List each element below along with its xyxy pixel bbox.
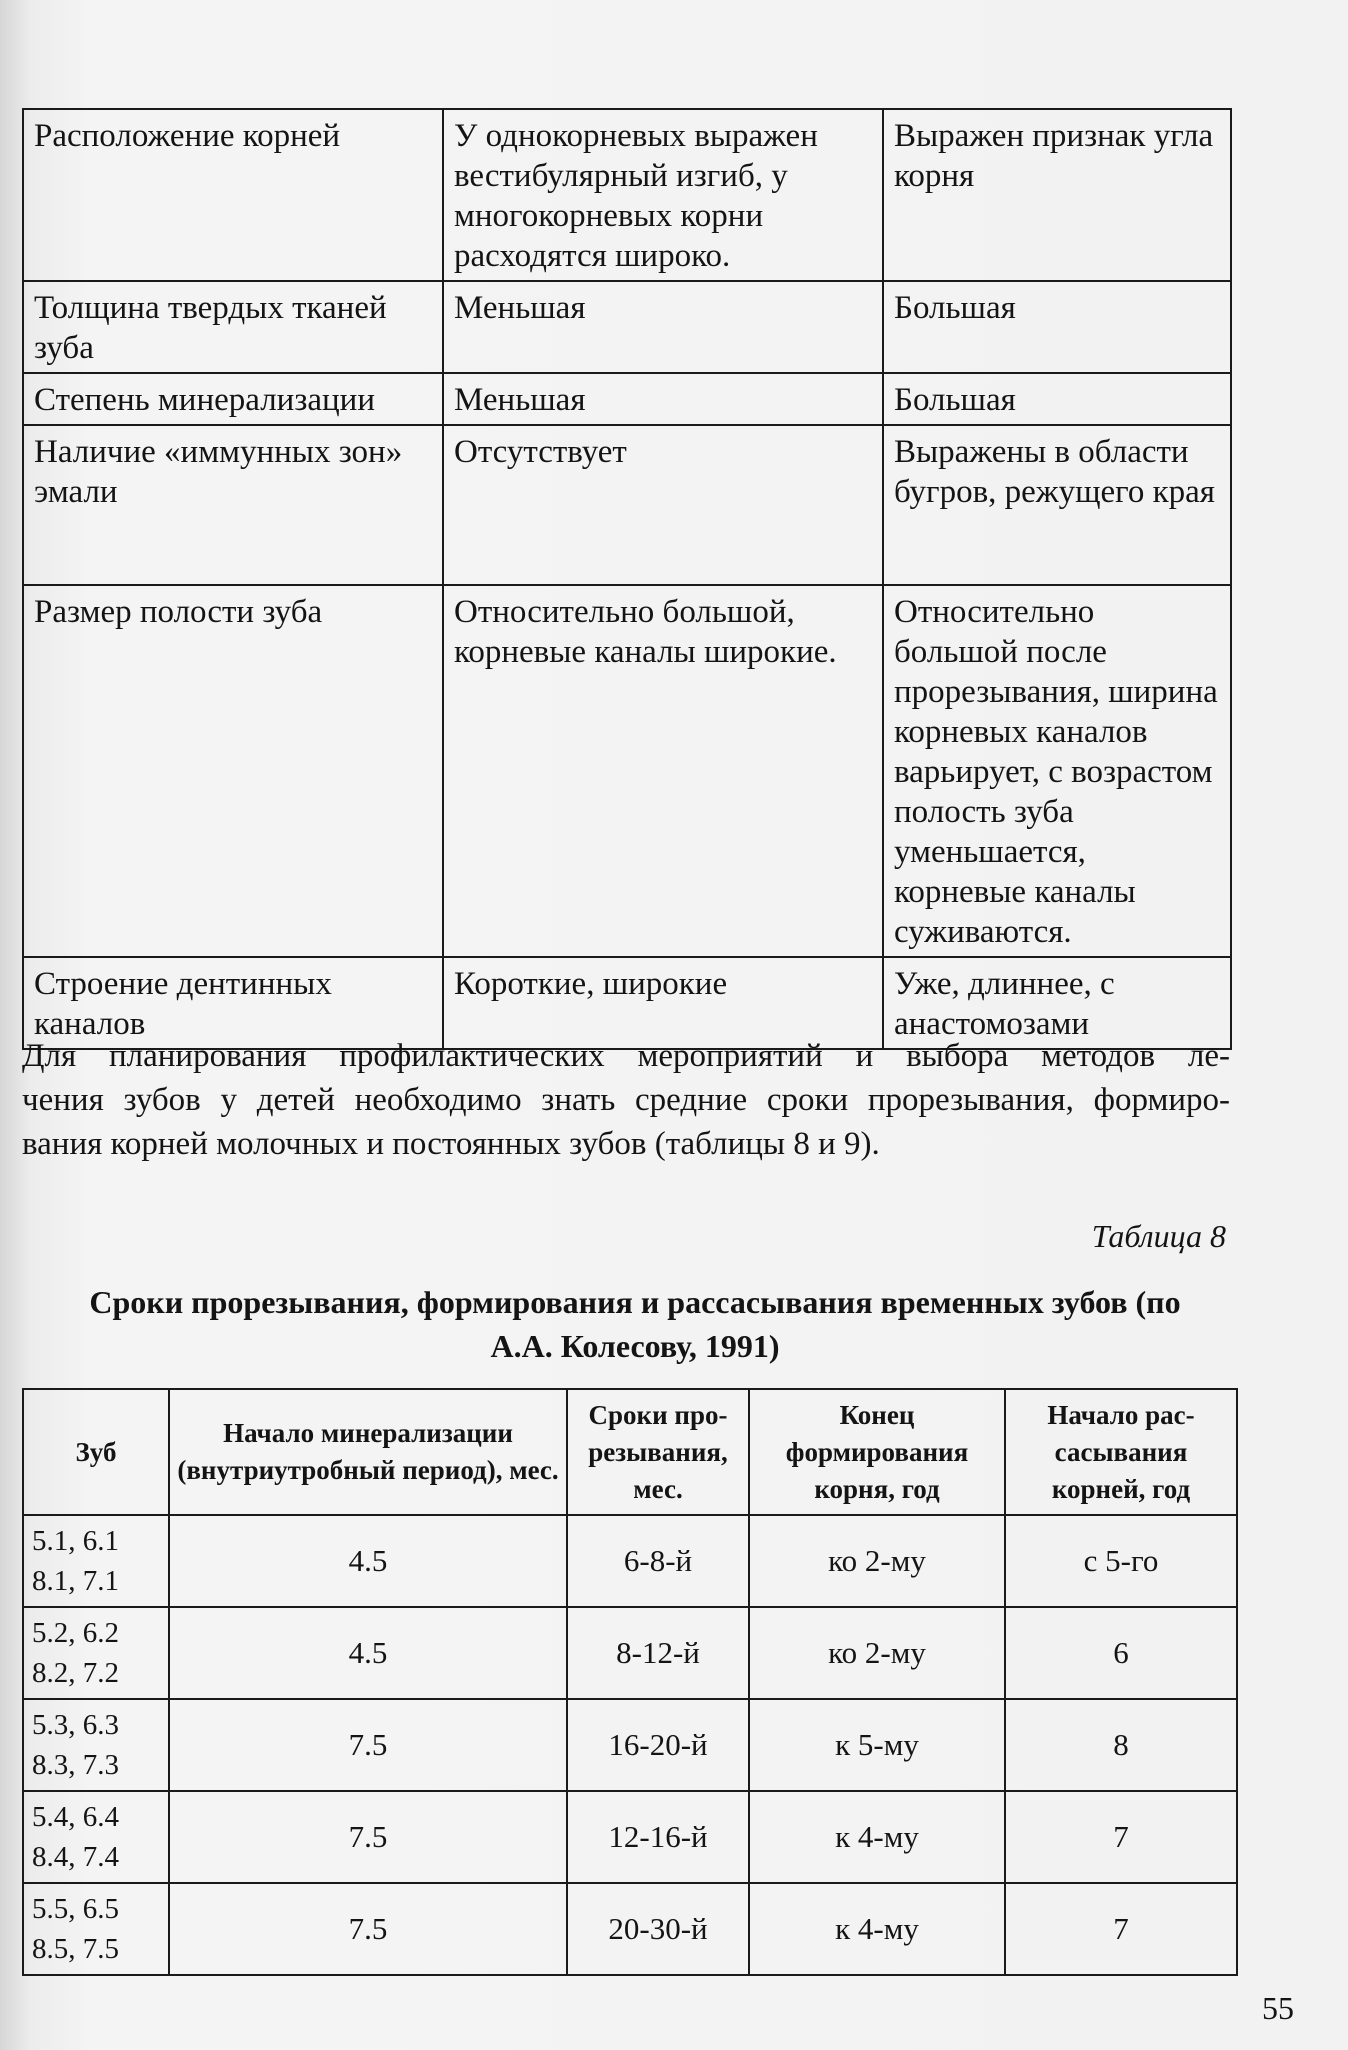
- resorption-cell: 7: [1005, 1883, 1237, 1975]
- eruption-cell: 6-8-й: [567, 1515, 749, 1607]
- body-paragraph: [22, 1034, 1230, 1166]
- mineralization-cell: 7.5: [169, 1791, 567, 1883]
- tooth-number-cell: [23, 1607, 169, 1699]
- tooth-lower: 8.3, 7.3: [32, 1749, 119, 1781]
- primary-teeth-cell: Меньшая: [443, 373, 883, 425]
- feature-cell: Степень минерализации: [23, 373, 443, 425]
- paragraph-line: вания корней молочных и постоянных зубов (таблицы 8 и 9).: [22, 1126, 880, 1162]
- tooth-number-cell: [23, 1791, 169, 1883]
- tooth-upper: 5.3, 6.3: [32, 1709, 119, 1741]
- eruption-cell: 20-30-й: [567, 1883, 749, 1975]
- table-label: Таблица 8: [1091, 1218, 1226, 1254]
- eruption-cell: 16-20-й: [567, 1699, 749, 1791]
- column-header-resorption: Начало рас-сасывания корней, год: [1005, 1389, 1237, 1515]
- primary-teeth-cell: Относительно большой, корневые каналы широкие.: [443, 585, 883, 957]
- column-header-root-formation: Конец формирования корня, год: [749, 1389, 1005, 1515]
- resorption-cell: 7: [1005, 1791, 1237, 1883]
- paragraph-line: чения зубов у детей необходимо знать средние сроки прорезывания, формиро-: [22, 1082, 1230, 1118]
- table-row: [23, 585, 1231, 957]
- tooth-lower: 8.2, 7.2: [32, 1657, 119, 1689]
- feature-cell: Расположение корней: [23, 109, 443, 281]
- table-header-row: [23, 1389, 1237, 1515]
- eruption-timing-table: [22, 1388, 1238, 1976]
- comparison-table-continued: [22, 108, 1232, 1050]
- tooth-number-cell: [23, 1699, 169, 1791]
- feature-cell: Наличие «иммунных зон» эмали: [23, 425, 443, 585]
- mineralization-cell: 4.5: [169, 1607, 567, 1699]
- table-row: [23, 425, 1231, 585]
- table-row: [23, 1883, 1237, 1975]
- mineralization-cell: 7.5: [169, 1699, 567, 1791]
- permanent-teeth-cell: Уже, длиннее, с анастомозами: [883, 957, 1231, 1049]
- tooth-upper: 5.5, 6.5: [32, 1893, 119, 1925]
- page-number: 55: [1262, 1990, 1294, 2026]
- paragraph-line: Для планирования профилактических мероприятий и выбора методов ле-: [22, 1038, 1230, 1074]
- root-formation-cell: ко 2-му: [749, 1515, 1005, 1607]
- root-formation-cell: к 5-му: [749, 1699, 1005, 1791]
- feature-cell: Строение дентинных каналов: [23, 957, 443, 1049]
- table-title: Сроки прорезывания, формирования и рассасывания временных зубов (по А.А. Колесову, 1991): [89, 1284, 1181, 1364]
- primary-teeth-cell: Отсутствует: [443, 425, 883, 585]
- tooth-lower: 8.4, 7.4: [32, 1841, 119, 1873]
- resorption-cell: с 5-го: [1005, 1515, 1237, 1607]
- column-header-eruption: Сроки про-резывания, мес.: [567, 1389, 749, 1515]
- tooth-lower: 8.5, 7.5: [32, 1933, 119, 1965]
- feature-cell: Размер полости зуба: [23, 585, 443, 957]
- table-row: [23, 1515, 1237, 1607]
- column-header-mineralization: Начало минерализации (внутриутробный период), мес.: [169, 1389, 567, 1515]
- eruption-cell: 12-16-й: [567, 1791, 749, 1883]
- tooth-upper: 5.4, 6.4: [32, 1801, 119, 1833]
- tooth-upper: 5.2, 6.2: [32, 1617, 119, 1649]
- mineralization-cell: 4.5: [169, 1515, 567, 1607]
- resorption-cell: 6: [1005, 1607, 1237, 1699]
- permanent-teeth-cell: Выражен признак угла корня: [883, 109, 1231, 281]
- root-formation-cell: к 4-му: [749, 1791, 1005, 1883]
- table-row: [23, 1699, 1237, 1791]
- mineralization-cell: 7.5: [169, 1883, 567, 1975]
- tooth-lower: 8.1, 7.1: [32, 1565, 119, 1597]
- table-row: [23, 373, 1231, 425]
- primary-teeth-cell: Меньшая: [443, 281, 883, 373]
- table-row: [23, 1607, 1237, 1699]
- root-formation-cell: к 4-му: [749, 1883, 1005, 1975]
- table-row: [23, 1791, 1237, 1883]
- tooth-number-cell: [23, 1515, 169, 1607]
- primary-teeth-cell: Короткие, широкие: [443, 957, 883, 1049]
- column-header-tooth: Зуб: [23, 1389, 169, 1515]
- root-formation-cell: ко 2-му: [749, 1607, 1005, 1699]
- permanent-teeth-cell: Выражены в области бугров, режущего края: [883, 425, 1231, 585]
- feature-cell: Толщина твердых тканей зуба: [23, 281, 443, 373]
- permanent-teeth-cell: Относительно большой после прорезывания, ширина корневых каналов варьирует, с возрастом полость зуба уменьшается, корневые каналы суживаются.: [883, 585, 1231, 957]
- table-row: [23, 281, 1231, 373]
- permanent-teeth-cell: Большая: [883, 281, 1231, 373]
- table-row: [23, 109, 1231, 281]
- tooth-upper: 5.1, 6.1: [32, 1525, 119, 1557]
- eruption-cell: 8-12-й: [567, 1607, 749, 1699]
- primary-teeth-cell: У однокорневых выражен вестибулярный изгиб, у многокорневых корни расходятся широко.: [443, 109, 883, 281]
- resorption-cell: 8: [1005, 1699, 1237, 1791]
- tooth-number-cell: [23, 1883, 169, 1975]
- permanent-teeth-cell: Большая: [883, 373, 1231, 425]
